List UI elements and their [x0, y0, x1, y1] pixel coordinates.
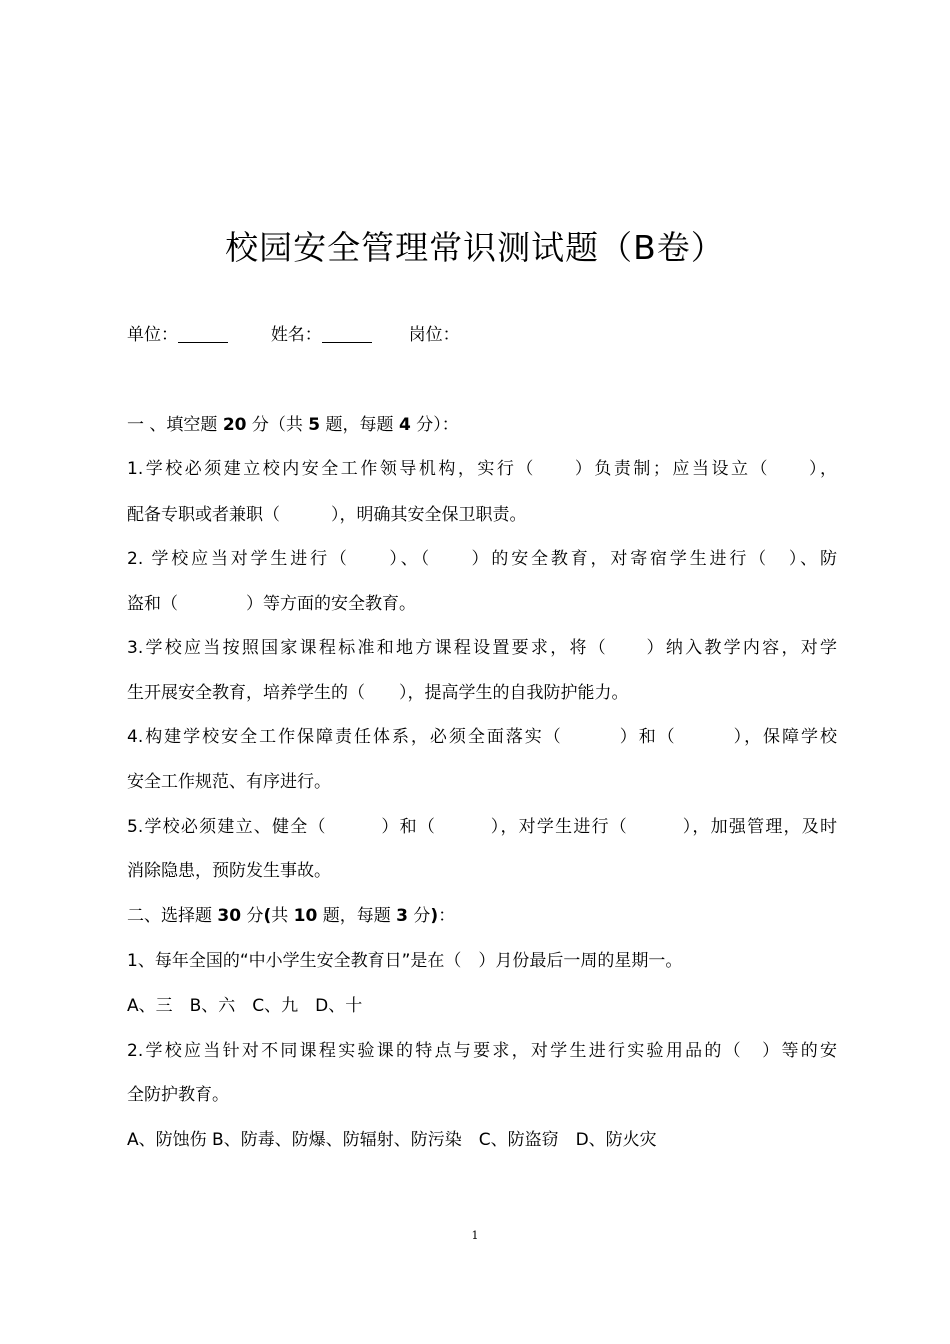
section2-q1-line: 1、每年全国的“中小学生安全教育日”是在（ ）月份最后一周的星期一。: [127, 951, 683, 971]
section1-q3-line1: 3.学校应当按照国家课程标准和地方课程设置要求，将（ ）纳入教学内容，对学: [127, 638, 837, 658]
name-blank: [322, 324, 372, 343]
section2-heading: 二、选择题 30 分(共 10 题，每题 3 分)：: [127, 906, 456, 926]
section1-q5-line2: 消除隐患，预防发生事故。: [127, 861, 331, 881]
header-fields: [127, 322, 837, 348]
section2-q2-line2: 全防护教育。: [127, 1085, 229, 1105]
section2-q1-options: A、三 B、六 C、九 D、十: [127, 996, 363, 1016]
page-number: 1: [471, 1229, 479, 1242]
section1-q2-line2: 盗和（ ）等方面的安全教育。: [127, 594, 416, 614]
name-label: 姓名：: [270, 325, 322, 345]
section1-q1-line1: 1.学校必须建立校内安全工作领导机构，实行（ ）负责制；应当设立（ ），: [127, 459, 837, 479]
section1-q5-line1: 5.学校必须建立、健全（ ）和（ ），对学生进行（ ），加强管理，及时: [127, 817, 837, 837]
section1-heading: 一 、填空题 20 分（共 5 题，每题 4 分）：: [127, 415, 459, 435]
unit-blank: [178, 324, 228, 343]
post-label: 岗位：: [408, 325, 460, 345]
page-title: 校园安全管理常识测试题（B卷）: [225, 228, 725, 267]
section2-q2-line1: 2.学校应当针对不同课程实验课的特点与要求，对学生进行实验用品的（ ）等的安: [127, 1041, 837, 1061]
unit-label: 单位：: [127, 325, 178, 345]
section1-q1-line2: 配备专职或者兼职（ ），明确其安全保卫职责。: [127, 505, 527, 525]
section2-q2-options: A、防蚀伤 B、防毒、防爆、防辐射、防污染 C、防盗窃 D、防火灾: [127, 1130, 657, 1150]
section1-q2-line1: 2. 学校应当对学生进行（ ）、（ ）的安全教育，对寄宿学生进行（ ）、防: [127, 549, 837, 569]
section1-q4-line2: 安全工作规范、有序进行。: [127, 772, 331, 792]
section1-q3-line2: 生开展安全教育，培养学生的（ ），提高学生的自我防护能力。: [127, 683, 629, 703]
section1-q4-line1: 4.构建学校安全工作保障责任体系，必须全面落实（ ）和（ ），保障学校: [127, 727, 837, 747]
